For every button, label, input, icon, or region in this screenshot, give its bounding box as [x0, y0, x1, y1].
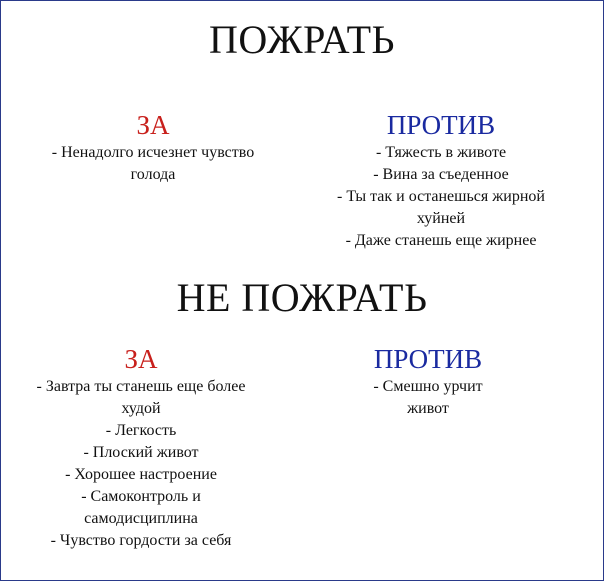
list-item: - Ненадолго исчезнет чувство [51, 144, 255, 161]
section1-pro-list [10, 142, 296, 186]
list-item: - Смешно урчит [373, 378, 483, 395]
section2-pro-column [0, 344, 282, 552]
section2-con-list [318, 376, 538, 420]
list-item: - Завтра ты станешь еще более [36, 378, 246, 395]
list-item: - Чувство гордости за себя [50, 532, 232, 549]
list-item: голода [130, 166, 176, 183]
list-item: живот [407, 400, 449, 417]
list-item: - Ты так и останешься жирной [337, 188, 545, 205]
section1-con-label: ПРОТИВ [386, 110, 496, 140]
section1-pro-label: ЗА [136, 110, 170, 140]
section1-title: ПОЖРАТЬ [208, 17, 396, 62]
list-item: - Даже станешь еще жирнее [345, 232, 537, 249]
list-item: худой [121, 400, 161, 417]
section2-title: НЕ ПОЖРАТЬ [176, 275, 428, 320]
section1-con-column [306, 110, 576, 252]
section2-pro-label: ЗА [124, 344, 158, 374]
list-item: - Вина за съеденное [373, 166, 509, 183]
list-item: - Самоконтроль и [81, 488, 201, 505]
list-item: - Плоский живот [83, 444, 199, 461]
list-item: хуйней [416, 210, 466, 227]
list-item: - Хорошее настроение [65, 466, 217, 483]
section2-con-label: ПРОТИВ [373, 344, 483, 374]
section1-pro-column [10, 110, 296, 186]
section1-con-list [306, 142, 576, 252]
section2-con-column [318, 344, 538, 420]
section2-pro-list [0, 376, 282, 552]
list-item: - Легкость [105, 422, 177, 439]
list-item: - Тяжесть в животе [375, 144, 507, 161]
list-item: самодисциплина [84, 510, 198, 527]
